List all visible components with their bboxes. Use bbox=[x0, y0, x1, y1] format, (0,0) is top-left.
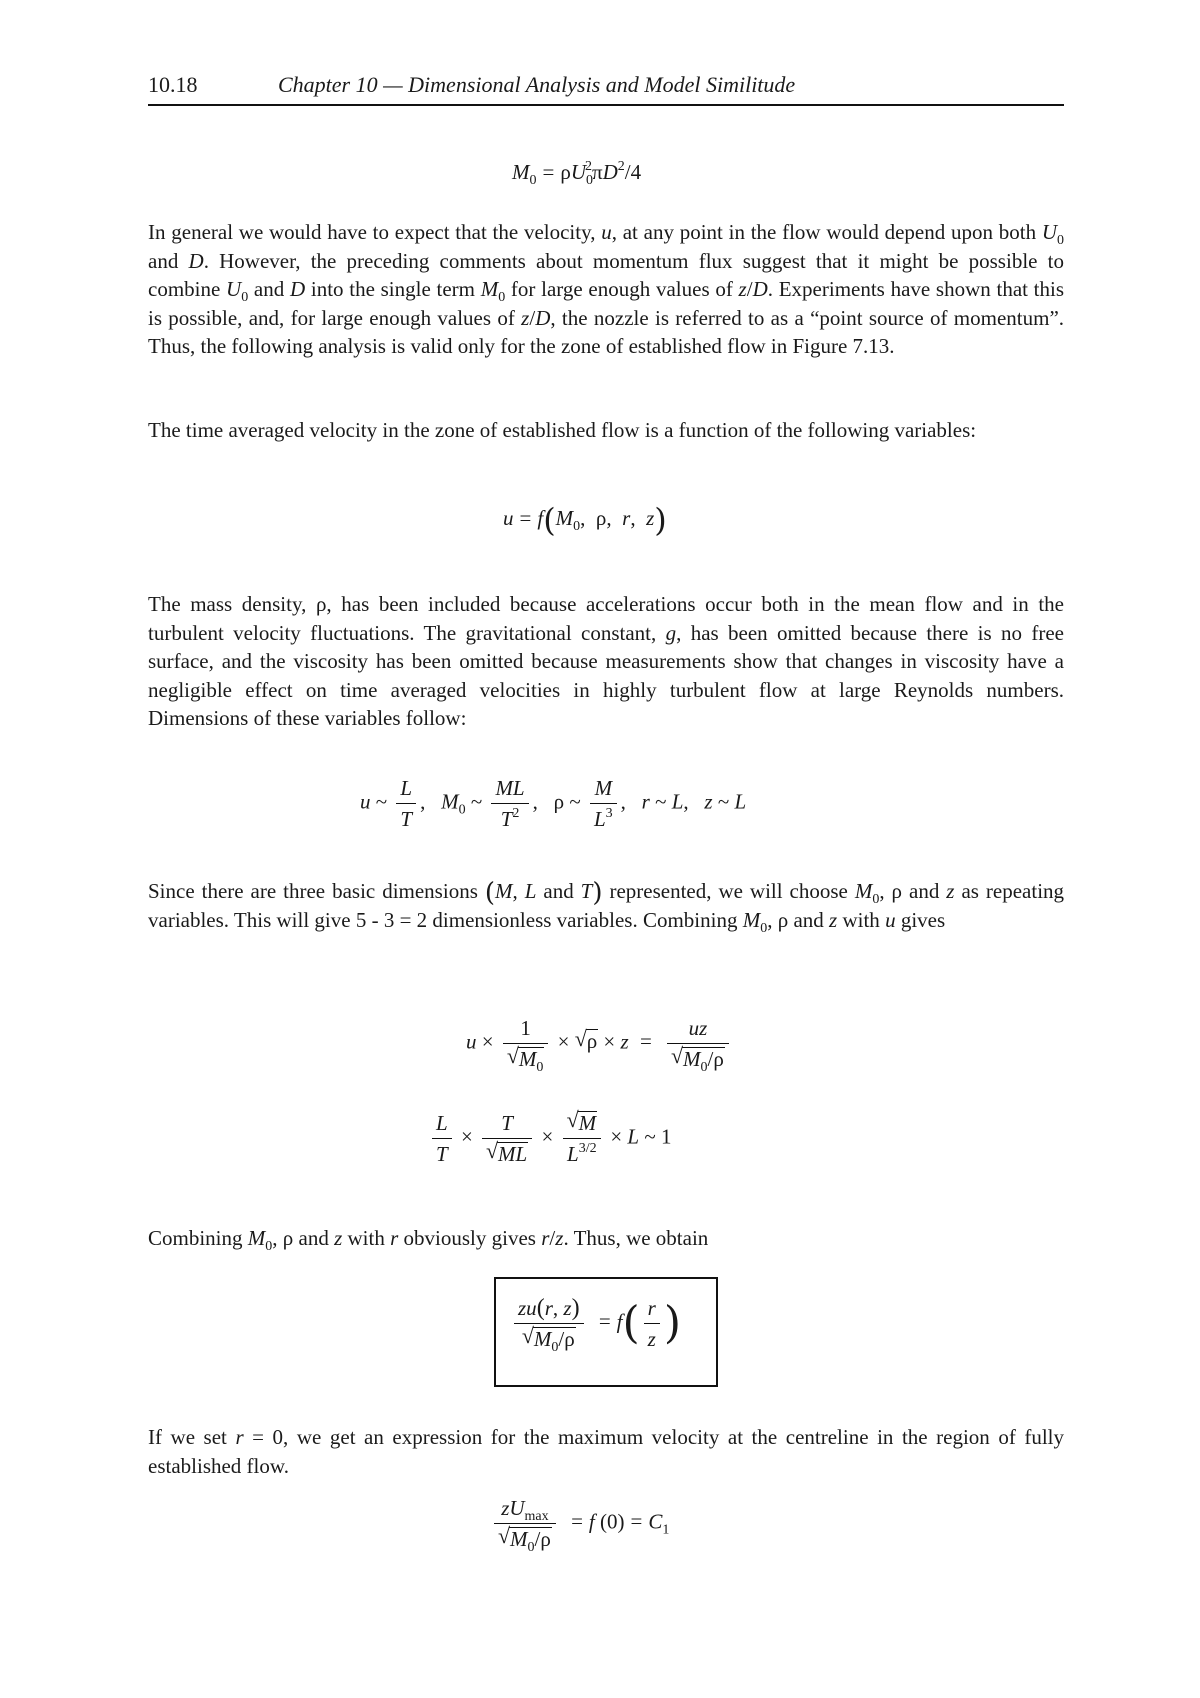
paragraph-repeating-variables: Since there are three basic dimensions (M, L and T) represented, we will choose $M_0$, ρ and z as repeating variables. This will give 5 - 3 = 2 dimensionless variables. Combining $M_0$, ρ and z with u gives bbox=[148, 878, 1065, 936]
paragraph-time-averaged-velocity: The time averaged velocity in the zone of established flow is a function of the following variables: bbox=[148, 418, 977, 442]
equation-momentum-flux: $M_0 = \rho U_0^2\pi D^2/4$ bbox=[512, 159, 642, 188]
chapter-title: Chapter 10 — Dimensional Analysis and Model Similitude bbox=[278, 72, 796, 97]
equation-pi-group: u × 1 √ $M_0$ × √ ρ × z = uz √ $M_0/\rho$ bbox=[466, 1015, 733, 1072]
equation-dimensions: u ~ $\frac{L}{T}$ , $M_0$ ~ $\frac{ML}{T^2}$ , ρ ~ $\frac{M}{L^3}$ , r ~ L, z ~ L bbox=[360, 776, 747, 831]
paragraph-combining-r: Combining $M_0$, ρ and z with r obviously gives r/z. Thus, we obtain bbox=[148, 1226, 709, 1254]
paragraph-mass-density: The mass density, ρ, has been included because accelerations occur both in the mean flow and in the turbulent velocity fluctuations. The gravitational constant, g, has been omitted because there is no free surface, and the viscosity has been omitted because measurements show that changes in viscosity have a negligible effect on time averaged velocities in highly turbulent flow at large Reynolds numbers. Dimensions of these variables follow: bbox=[148, 592, 1065, 730]
paragraph-maximum-velocity: If we set r = 0, we get an expression for the maximum velocity at the centreline in the region of fully established flow. bbox=[148, 1425, 1065, 1478]
equation-dimension-check: $\frac{L}{T}$ × T √ ML × √ M $L^{3/2}$ × L ~ 1 bbox=[428, 1110, 671, 1167]
paragraph-velocity-dependence: In general we would have to expect that the velocity, u, at any point in the flow would depend upon both $U_0$ and D. However, the preceding comments about momentum flux suggest that it might be possible to combine $U_0$ and D into the single term $M_0$ for large enough values of z/D. Experiments have shown that this is possible, and, for large enough values of z/D, the nozzle is referred to as a “point source of momentum”. Thus, the following analysis is valid only for the zone of established flow in Figure 7.13. bbox=[148, 220, 1065, 358]
equation-velocity-function: $u = f(M_0$, ρ, r, z) bbox=[503, 501, 667, 540]
equation-similarity-result: zu(r, z) √ $M_0/\rho$ = f( $\frac{r}{z}$ ) bbox=[510, 1295, 681, 1352]
page-number: 10.18 bbox=[148, 72, 198, 97]
page-header bbox=[148, 72, 1064, 106]
equation-centreline-velocity: $zU_{max}$ √ $M_0/\rho$ = f $(0) = C_1$ bbox=[490, 1495, 669, 1552]
